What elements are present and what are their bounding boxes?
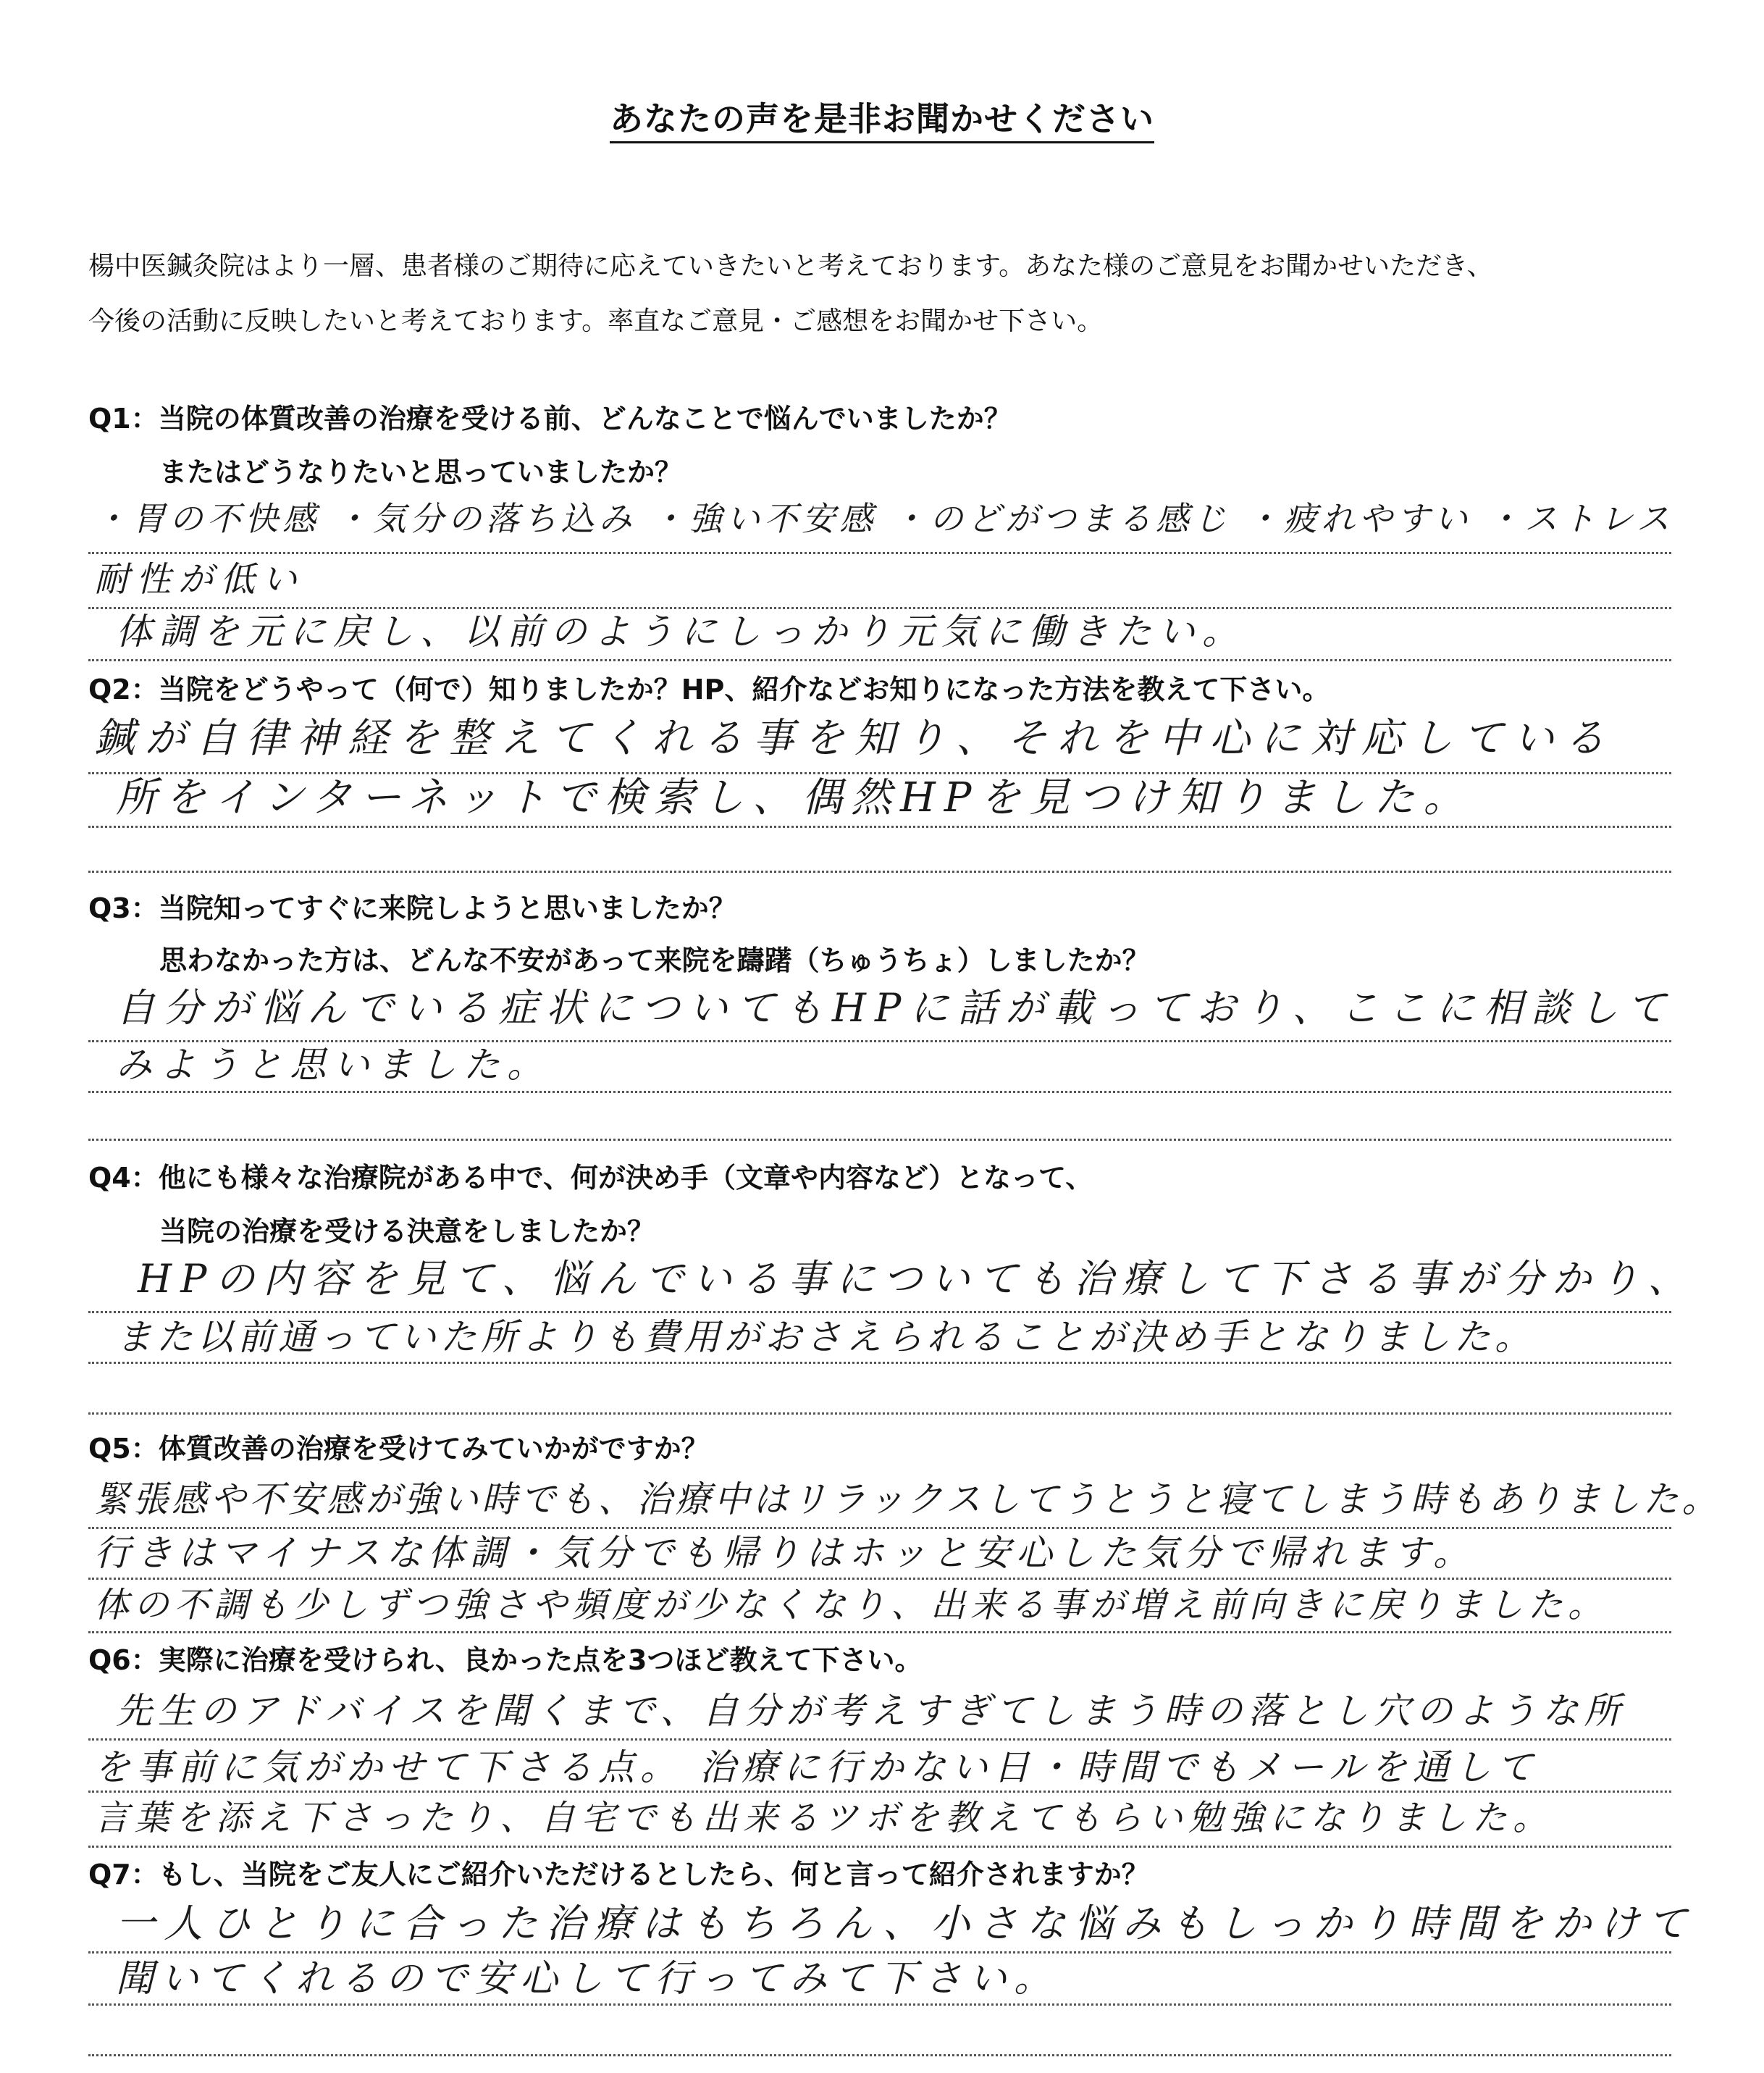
q7-question: Q7：もし、当院をご友人にご紹介いただけるとしたら、何と言って紹介されますか？ (88, 1859, 1149, 1890)
q3-question: Q3：当院知ってすぐに来院しようと思いましたか？ (88, 892, 736, 924)
answer-rule (88, 1091, 1671, 1093)
q5-answer-line-1: 緊張感や不安感が強い時でも、治療中はリラックスしてうとうと寝てしまう時もありました。 (94, 1478, 1721, 1520)
q2-question: Q2：当院をどうやって（何で）知りましたか？HP、紹介などお知りになった方法を教えて下さい。 (88, 674, 1330, 705)
answer-rule (88, 1791, 1671, 1793)
q2-answer-line-2: 所をインターネットで検索し、偶然HPを見つけ知りました。 (116, 774, 1473, 821)
q6-answer-line-3: 言葉を添え下さったり、自宅でも出来るツボを教えてもらい勉強になりました。 (94, 1798, 1554, 1838)
q6-question: Q6：実際に治療を受けられ、良かった点を3つほど教えて下さい。 (88, 1644, 923, 1676)
answer-rule (88, 607, 1671, 609)
answer-rule (88, 2054, 1671, 2056)
q5-answer-line-2: 行きはマイナスな体調・気分でも帰りはホッと安心した気分で帰れます。 (94, 1532, 1475, 1574)
q5-answer-line-3: 体の不調も少しずつ強さや頻度が少なくなり、出来る事が増え前向きに戻りました。 (94, 1585, 1608, 1625)
answer-rule (88, 1951, 1671, 1953)
q4-question-sub: 当院の治療を受ける決意をしましたか？ (159, 1215, 655, 1247)
q1-answer-line-1: ・胃の不快感 ・気分の落ち込み ・強い不安感 ・のどがつまる感じ ・疲れやすい ・ストレス (94, 499, 1674, 538)
q6-answer-line-1: 先生のアドバイスを聞くまで、自分が考えすぎてしまう時の落とし穴のような所 (116, 1690, 1626, 1732)
answer-rule (88, 1412, 1671, 1415)
answer-rule (88, 1362, 1671, 1364)
q7-answer-line-1: 一人ひとりに合った治療はもちろん、小さな悩みもしっかり時間をかけて (116, 1901, 1696, 1946)
answer-rule (88, 659, 1671, 661)
q1-answer-line-2: 耐性が低い (94, 559, 305, 600)
q4-answer-line-1: HPの内容を見て、悩んでいる事についても治療して下さる事が分かり、 (138, 1256, 1696, 1302)
q4-answer-line-2: また以前通っていた所よりも費用がおさえられることが決め手となりました。 (116, 1316, 1535, 1358)
intro-line-2: 今後の活動に反映したいと考えております。率直なご意見・ご感想をお聞かせ下さい。 (88, 306, 1104, 336)
answer-rule (88, 1846, 1671, 1848)
q1-question-sub: またはどうなりたいと思っていましたか？ (159, 456, 683, 488)
answer-rule (88, 2003, 1671, 2006)
answer-rule (88, 552, 1671, 554)
answer-rule (88, 1311, 1671, 1313)
page-title-text: あなたの声を是非お聞かせください (610, 99, 1154, 143)
intro-line-1: 楊中医鍼灸院はより一層、患者様のご期待に応えていきたいと考えております。あなた様のご意見をお聞かせいただき、 (88, 251, 1493, 281)
answer-rule (88, 871, 1671, 873)
q5-question: Q5：体質改善の治療を受けてみていかがですか？ (88, 1433, 709, 1465)
answer-rule (88, 826, 1671, 828)
q4-question: Q4：他にも様々な治療院がある中で、何が決め手（文章や内容など）となって、 (88, 1162, 1093, 1194)
q7-answer-line-2: 聞いてくれるので安心して行ってみて下さい。 (116, 1957, 1059, 2001)
answer-rule (88, 1738, 1671, 1741)
q1-question: Q1：当院の体質改善の治療を受ける前、どんなことで悩んでいましたか？ (88, 403, 1012, 435)
answer-rule (88, 1139, 1671, 1141)
q1-answer-line-3: 体調を元に戻し、以前のようにしっかり元気に働きたい。 (116, 611, 1246, 653)
q3-answer-line-2: みようと思いました。 (116, 1044, 550, 1086)
answer-rule (88, 1527, 1671, 1529)
q2-answer-line-1: 鍼が自律神経を整えてくれる事を知り、それを中心に対応している (94, 715, 1615, 762)
page-title (0, 93, 1764, 141)
q3-answer-line-1: 自分が悩んでいる症状についてもHPに話が載っており、ここに相談して (116, 985, 1675, 1031)
q6-answer-line-2: を事前に気がかせて下さる点。 治療に行かない日・時間でもメールを通して (94, 1746, 1539, 1788)
q3-question-sub: 思わなかった方は、どんな不安があって来院を躊躇（ちゅうちょ）しましたか？ (159, 945, 1150, 976)
answer-rule (88, 1578, 1671, 1580)
answer-rule (88, 1040, 1671, 1042)
answer-rule (88, 1631, 1671, 1633)
